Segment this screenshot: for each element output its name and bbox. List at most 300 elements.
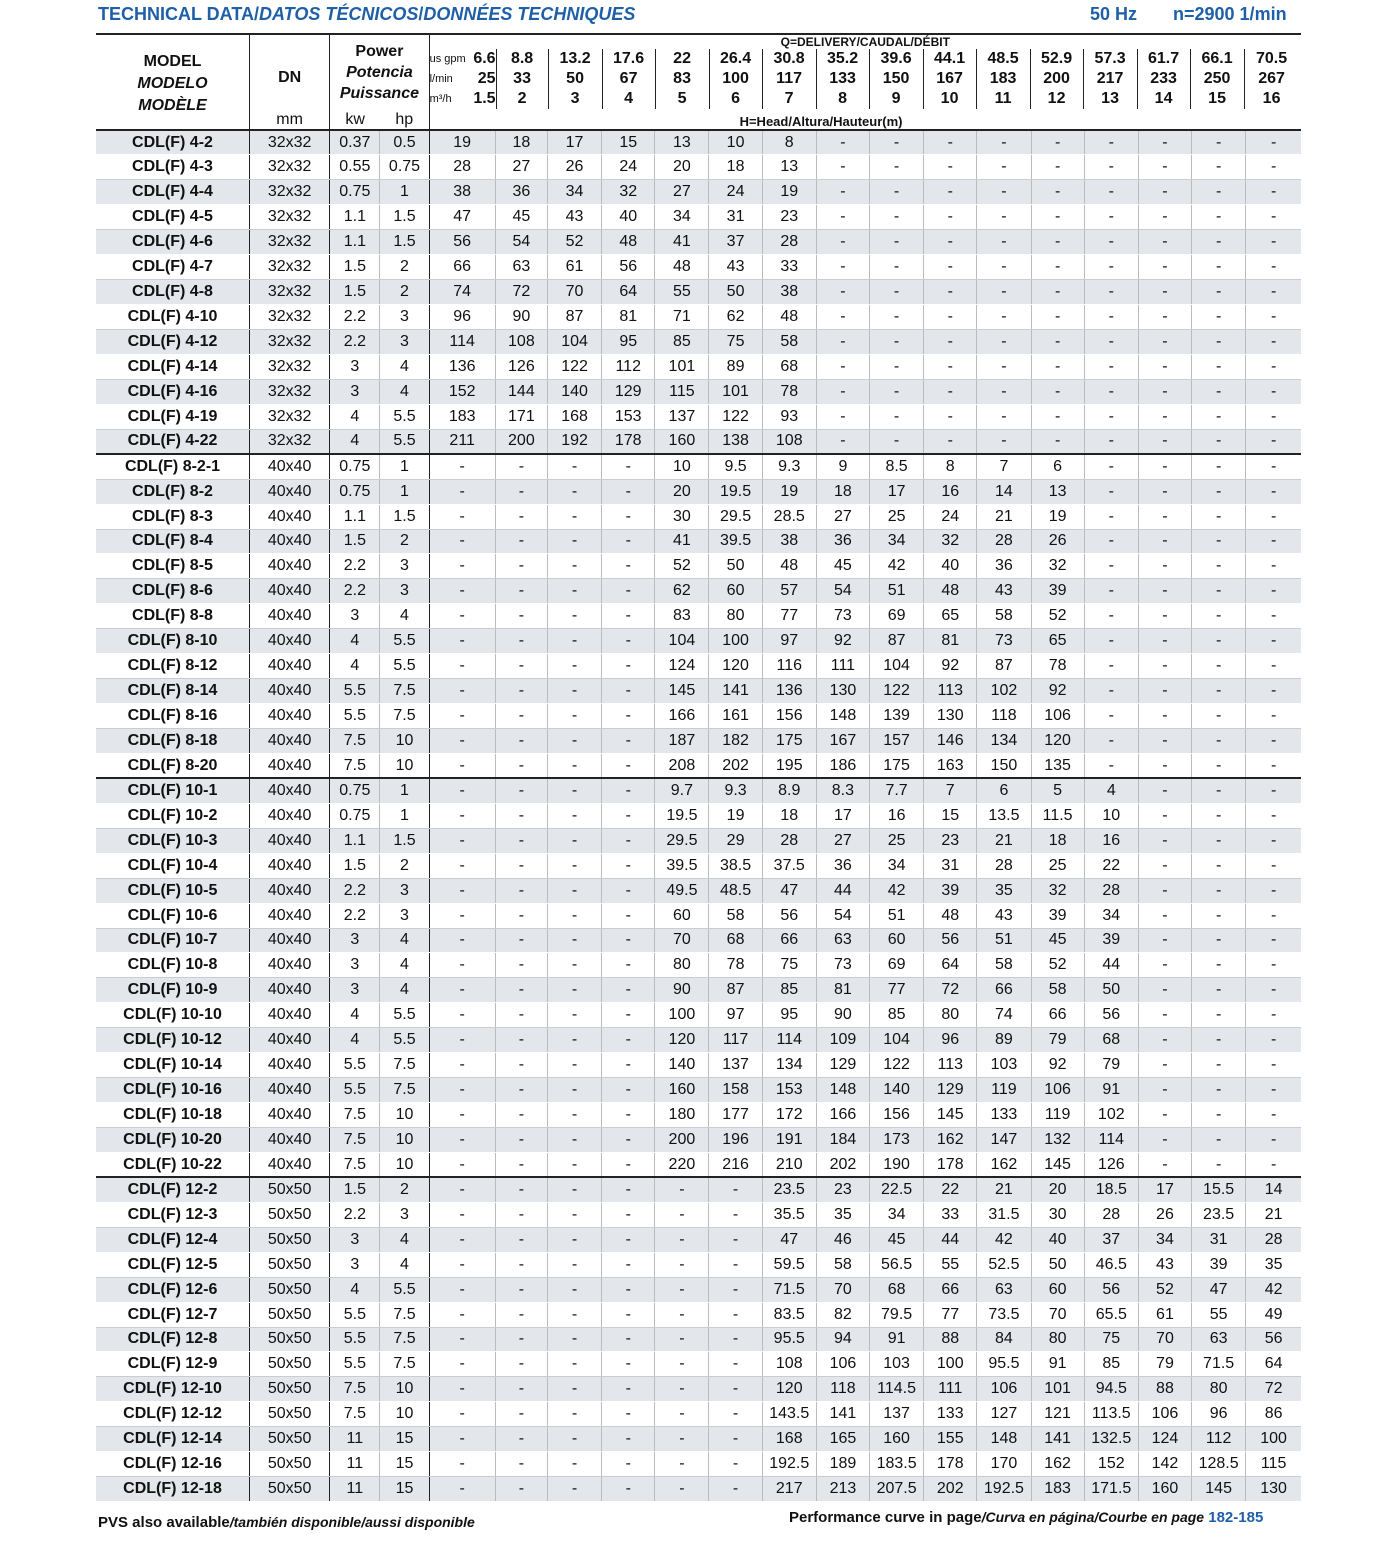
hp-cell: 3 [380, 878, 429, 903]
head-cell: 18 [762, 803, 816, 828]
head-cell: 101 [1031, 1377, 1084, 1402]
head-cell: 119 [977, 1078, 1031, 1103]
head-cell: - [1246, 529, 1301, 554]
head-cell: 37 [709, 230, 762, 255]
head-cell: 9.7 [655, 778, 709, 803]
head-cell: - [1192, 853, 1246, 878]
head-cell: - [1192, 330, 1246, 355]
head-cell: - [1031, 429, 1084, 454]
head-cell: 57 [762, 579, 816, 604]
head-cell: 18 [1031, 828, 1084, 853]
model-cell: CDL(F) 10-2 [96, 803, 250, 828]
delivery-column-13: 57.3 217 13 [1083, 49, 1137, 109]
head-cell: 70 [1138, 1327, 1191, 1352]
head-cell: - [709, 1352, 762, 1377]
dn-cell: 40x40 [250, 878, 330, 903]
kw-cell: 2.2 [330, 305, 380, 330]
head-cell: - [429, 1252, 495, 1277]
head-cell: - [709, 1302, 762, 1327]
head-cell: - [429, 753, 495, 778]
model-cell: CDL(F) 4-3 [96, 155, 250, 180]
head-cell: - [1246, 1128, 1301, 1153]
head-cell: - [429, 454, 495, 479]
head-cell: 85 [870, 1003, 924, 1028]
speed-label: n=2900 1/min [1173, 4, 1287, 24]
head-cell: 39.5 [709, 529, 762, 554]
head-cell: - [547, 1053, 601, 1078]
table-row [96, 729, 1301, 754]
head-cell: 15 [924, 803, 977, 828]
dn-cell: 32x32 [250, 379, 330, 404]
head-cell: 51 [870, 903, 924, 928]
model-cell: CDL(F) 8-18 [96, 729, 250, 754]
head-cell: 32 [924, 529, 977, 554]
head-cell: - [495, 978, 547, 1003]
delivery-values-grid [430, 49, 1301, 109]
head-cell: 120 [709, 654, 762, 679]
table-row [96, 504, 1301, 529]
head-cell: 18 [709, 155, 762, 180]
head-cell: - [1138, 404, 1191, 429]
head-cell: 168 [547, 404, 601, 429]
head-cell: - [1031, 130, 1084, 155]
head-cell: 146 [924, 729, 977, 754]
head-cell: - [495, 1302, 547, 1327]
head-cell: 109 [816, 1028, 869, 1053]
head-cell: 148 [977, 1427, 1031, 1452]
kw-cell: 0.75 [330, 479, 380, 504]
dn-cell: 40x40 [250, 1103, 330, 1128]
head-cell: 37 [1084, 1227, 1138, 1252]
head-cell: 28 [977, 529, 1031, 554]
head-cell: 34 [870, 1202, 924, 1227]
head-cell: 28.5 [762, 504, 816, 529]
hp-cell: 5.5 [380, 1028, 429, 1053]
head-cell: 86 [1246, 1402, 1301, 1427]
kw-cell: 5.5 [330, 1327, 380, 1352]
head-cell: - [1138, 1053, 1191, 1078]
head-cell: 128.5 [1192, 1452, 1246, 1477]
head-cell: - [924, 305, 977, 330]
head-cell: 148 [816, 1078, 869, 1103]
head-cell: - [495, 654, 547, 679]
head-cell: - [602, 604, 655, 629]
head-cell: - [1031, 404, 1084, 429]
head-cell: 4 [1084, 778, 1138, 803]
head-cell: 56 [1084, 1003, 1138, 1028]
footer-curve-note: Performance curve in page/Curva en página/Courbe en page 182-185 [789, 1509, 1264, 1526]
head-cell: 43 [977, 903, 1031, 928]
dn-cell: 50x50 [250, 1352, 330, 1377]
head-cell: 72 [924, 978, 977, 1003]
kw-cell: 11 [330, 1452, 380, 1477]
head-cell: - [1138, 1003, 1191, 1028]
head-cell: 39 [924, 878, 977, 903]
head-cell: - [429, 554, 495, 579]
head-cell: - [816, 255, 869, 280]
head-cell: 160 [870, 1427, 924, 1452]
head-cell: 202 [816, 1152, 869, 1177]
head-cell: 51 [977, 928, 1031, 953]
head-cell: - [1031, 305, 1084, 330]
head-cell: 120 [1031, 729, 1084, 754]
head-label: H=Head/Altura/Hauteur(m) [739, 114, 903, 129]
head-cell: - [547, 1377, 601, 1402]
table-row [96, 255, 1301, 280]
head-cell: - [602, 1302, 655, 1327]
head-cell: - [547, 504, 601, 529]
kw-cell: 7.5 [330, 753, 380, 778]
head-cell: 69 [870, 953, 924, 978]
head-cell: - [547, 803, 601, 828]
model-cell: CDL(F) 4-16 [96, 379, 250, 404]
head-cell: 20 [655, 155, 709, 180]
head-cell: 90 [655, 978, 709, 1003]
kw-cell: 7.5 [330, 1128, 380, 1153]
kw-cell: 11 [330, 1477, 380, 1502]
head-cell: 19 [429, 130, 495, 155]
head-cell: 48 [924, 579, 977, 604]
table-row [96, 1352, 1301, 1377]
head-cell: 19.5 [709, 479, 762, 504]
hp-cell: 1 [380, 479, 429, 504]
head-cell: 58 [1031, 978, 1084, 1003]
head-cell: 58 [709, 903, 762, 928]
head-cell: - [1246, 1003, 1301, 1028]
head-cell: - [924, 429, 977, 454]
hp-cell: 15 [380, 1477, 429, 1502]
table-row [96, 479, 1301, 504]
head-cell: - [655, 1177, 709, 1202]
head-cell: 130 [924, 704, 977, 729]
head-cell: 85 [1084, 1352, 1138, 1377]
head-cell: 111 [816, 654, 869, 679]
head-cell: 173 [870, 1128, 924, 1153]
hp-cell: 3 [380, 1202, 429, 1227]
head-cell: 118 [816, 1377, 869, 1402]
head-cell: 17 [870, 479, 924, 504]
head-cell: - [1192, 554, 1246, 579]
head-cell: 36 [495, 180, 547, 205]
head-cell: - [1138, 778, 1191, 803]
head-cell: - [816, 280, 869, 305]
head-cell: - [495, 1377, 547, 1402]
head-cell: 77 [924, 1302, 977, 1327]
head-cell: 141 [1031, 1427, 1084, 1452]
head-cell: 19.5 [655, 803, 709, 828]
dn-cell: 40x40 [250, 1053, 330, 1078]
head-cell: 91 [1084, 1078, 1138, 1103]
head-cell: - [655, 1402, 709, 1427]
head-cell: - [1138, 729, 1191, 754]
head-cell: 40 [602, 205, 655, 230]
hp-cell: 0.75 [380, 155, 429, 180]
head-cell: 117 [709, 1028, 762, 1053]
hp-cell: 5.5 [380, 629, 429, 654]
delivery-title: Q=DELIVERY/CAUDAL/DÉBIT [780, 35, 950, 49]
head-cell: 155 [924, 1427, 977, 1452]
head-cell: 9.5 [709, 454, 762, 479]
dn-cell: 40x40 [250, 1078, 330, 1103]
kw-cell: 5.5 [330, 679, 380, 704]
head-cell: 17 [1138, 1177, 1191, 1202]
delivery-column-1: us gpm 6.6 l/min 25 m³/h 1.5 [429, 50, 496, 107]
head-cell: - [1138, 878, 1191, 903]
head-cell: - [1246, 729, 1301, 754]
head-cell: 168 [762, 1427, 816, 1452]
head-cell: 17 [547, 130, 601, 155]
head-cell: - [870, 305, 924, 330]
head-cell: - [924, 280, 977, 305]
hp-cell: 3 [380, 903, 429, 928]
head-cell: - [977, 305, 1031, 330]
head-cell: 167 [816, 729, 869, 754]
head-cell: - [547, 1327, 601, 1352]
head-cell: 78 [709, 953, 762, 978]
head-cell: - [1246, 255, 1301, 280]
head-cell: - [1192, 404, 1246, 429]
head-cell: - [602, 1003, 655, 1028]
head-cell: - [1192, 1103, 1246, 1128]
head-cell: 39 [1192, 1252, 1246, 1277]
model-cell: CDL(F) 4-6 [96, 230, 250, 255]
head-cell: - [1138, 928, 1191, 953]
head-cell: - [547, 1277, 601, 1302]
hp-cell: 3 [380, 305, 429, 330]
head-cell: 152 [429, 379, 495, 404]
head-cell: - [1138, 454, 1191, 479]
head-cell: - [602, 1327, 655, 1352]
head-cell: - [495, 454, 547, 479]
delivery-column-16: 70.5 267 16 [1244, 49, 1299, 109]
table-row [96, 454, 1301, 479]
head-cell: 34 [547, 180, 601, 205]
head-cell: - [870, 330, 924, 355]
dn-cell: 40x40 [250, 778, 330, 803]
head-cell: 25 [870, 504, 924, 529]
head-cell: - [1192, 679, 1246, 704]
head-cell: 61 [1138, 1302, 1191, 1327]
head-cell: 14 [977, 479, 1031, 504]
head-cell: 165 [816, 1427, 869, 1452]
model-cell: CDL(F) 8-6 [96, 579, 250, 604]
head-cell: 81 [924, 629, 977, 654]
dn-cell: 32x32 [250, 180, 330, 205]
head-cell: 183 [429, 404, 495, 429]
head-cell: - [1084, 654, 1138, 679]
hp-cell: 10 [380, 1103, 429, 1128]
head-cell: 80 [924, 1003, 977, 1028]
head-cell: - [495, 1402, 547, 1427]
head-cell: - [1031, 354, 1084, 379]
head-cell: - [429, 878, 495, 903]
head-cell: - [547, 1177, 601, 1202]
head-cell: 118 [977, 704, 1031, 729]
head-cell: 180 [655, 1103, 709, 1128]
kw-cell: 0.75 [330, 803, 380, 828]
head-cell: 27 [495, 155, 547, 180]
table-row [96, 1402, 1301, 1427]
kw-cell: 5.5 [330, 1078, 380, 1103]
head-cell: - [870, 354, 924, 379]
head-cell: - [547, 1128, 601, 1153]
kw-cell: 11 [330, 1427, 380, 1452]
head-cell: 114 [1084, 1128, 1138, 1153]
dn-cell: 32x32 [250, 205, 330, 230]
head-cell: - [1138, 1028, 1191, 1053]
table-row [96, 903, 1301, 928]
head-cell: - [1192, 1053, 1246, 1078]
model-cell: CDL(F) 12-12 [96, 1402, 250, 1427]
head-cell: - [602, 903, 655, 928]
head-cell: - [1084, 479, 1138, 504]
model-cell: CDL(F) 10-1 [96, 778, 250, 803]
head-cell: - [602, 579, 655, 604]
head-cell: 153 [762, 1078, 816, 1103]
head-cell: 42 [870, 878, 924, 903]
head-cell: - [602, 529, 655, 554]
head-cell: 87 [547, 305, 601, 330]
head-cell: 45 [495, 205, 547, 230]
head-cell: 59.5 [762, 1252, 816, 1277]
model-cell: CDL(F) 8-12 [96, 654, 250, 679]
head-cell: - [429, 778, 495, 803]
head-cell: 27 [816, 828, 869, 853]
head-cell: - [495, 1003, 547, 1028]
head-cell: - [1138, 1152, 1191, 1177]
head-cell: 36 [816, 853, 869, 878]
head-cell: 156 [762, 704, 816, 729]
head-cell: - [1138, 679, 1191, 704]
head-cell: - [1192, 454, 1246, 479]
table-row [96, 654, 1301, 679]
kw-cell: 1.1 [330, 504, 380, 529]
head-cell: - [1084, 379, 1138, 404]
head-cell: - [870, 205, 924, 230]
head-cell: - [495, 803, 547, 828]
head-cell: - [495, 529, 547, 554]
head-cell: - [429, 729, 495, 754]
head-cell: - [602, 978, 655, 1003]
head-cell: - [1138, 180, 1191, 205]
dn-cell: 40x40 [250, 753, 330, 778]
head-cell: - [602, 778, 655, 803]
head-cell: 39 [1031, 579, 1084, 604]
head-cell: 19 [762, 479, 816, 504]
head-cell: - [924, 205, 977, 230]
head-cell: - [429, 1177, 495, 1202]
head-cell: 93 [762, 404, 816, 429]
kw-cell: 5.5 [330, 1302, 380, 1327]
head-cell: 44 [924, 1227, 977, 1252]
head-cell: - [429, 1452, 495, 1477]
hp-cell: 3 [380, 554, 429, 579]
head-cell: 95 [602, 330, 655, 355]
head-cell: 208 [655, 753, 709, 778]
head-cell: 175 [762, 729, 816, 754]
head-cell: - [709, 1202, 762, 1227]
head-cell: 16 [870, 803, 924, 828]
model-cell: CDL(F) 12-4 [96, 1227, 250, 1252]
head-cell: 89 [709, 354, 762, 379]
head-cell: 31 [924, 853, 977, 878]
head-cell: 52 [1138, 1277, 1191, 1302]
head-cell: - [1192, 1152, 1246, 1177]
head-cell: - [816, 230, 869, 255]
head-cell: - [1246, 404, 1301, 429]
head-cell: 43 [1138, 1252, 1191, 1277]
head-cell: - [1192, 1128, 1246, 1153]
head-cell: - [602, 1177, 655, 1202]
head-cell: 133 [977, 1103, 1031, 1128]
head-cell: - [1084, 579, 1138, 604]
head-cell: 14 [1246, 1177, 1301, 1202]
head-cell: 11.5 [1031, 803, 1084, 828]
head-cell: 34 [870, 853, 924, 878]
head-cell: - [1192, 729, 1246, 754]
dn-cell: 40x40 [250, 903, 330, 928]
head-cell: - [547, 1452, 601, 1477]
head-cell: 13 [1031, 479, 1084, 504]
hp-cell: 4 [380, 953, 429, 978]
dn-cell: 40x40 [250, 1128, 330, 1153]
table-row [96, 1427, 1301, 1452]
head-cell: - [977, 230, 1031, 255]
head-cell: 156 [870, 1103, 924, 1128]
kw-cell: 0.37 [330, 130, 380, 155]
kw-cell: 4 [330, 629, 380, 654]
head-cell: - [495, 753, 547, 778]
head-cell: - [709, 1252, 762, 1277]
head-cell: 21 [977, 1177, 1031, 1202]
head-cell: 21 [1246, 1202, 1301, 1227]
dn-cell: 32x32 [250, 354, 330, 379]
head-cell: - [1246, 903, 1301, 928]
head-cell: 211 [429, 429, 495, 454]
kw-cell: 4 [330, 1277, 380, 1302]
head-cell: - [1246, 878, 1301, 903]
model-cell: CDL(F) 10-16 [96, 1078, 250, 1103]
head-cell: 158 [709, 1078, 762, 1103]
head-cell: 80 [1031, 1327, 1084, 1352]
hp-cell: 0.5 [380, 130, 429, 155]
table-body [96, 130, 1301, 1502]
head-cell: - [870, 130, 924, 155]
head-cell: - [1084, 704, 1138, 729]
head-cell: - [495, 853, 547, 878]
head-cell: 213 [816, 1477, 869, 1502]
head-cell: - [547, 529, 601, 554]
model-cell: CDL(F) 10-22 [96, 1152, 250, 1177]
kw-cell: 2.2 [330, 554, 380, 579]
head-cell: 50 [1031, 1252, 1084, 1277]
head-cell: - [495, 1053, 547, 1078]
head-cell: - [547, 1152, 601, 1177]
head-cell: 18 [816, 479, 869, 504]
hp-cell: 10 [380, 729, 429, 754]
model-cell: CDL(F) 8-20 [96, 753, 250, 778]
head-cell: 127 [977, 1402, 1031, 1427]
head-cell: 41 [655, 529, 709, 554]
head-cell: 160 [1138, 1477, 1191, 1502]
head-cell: 79.5 [870, 1302, 924, 1327]
head-cell: - [495, 1202, 547, 1227]
head-cell: - [429, 1377, 495, 1402]
head-cell: - [1192, 903, 1246, 928]
head-cell: 68 [762, 354, 816, 379]
delivery-column-15: 66.1 250 15 [1190, 49, 1244, 109]
dn-cell: 40x40 [250, 1003, 330, 1028]
